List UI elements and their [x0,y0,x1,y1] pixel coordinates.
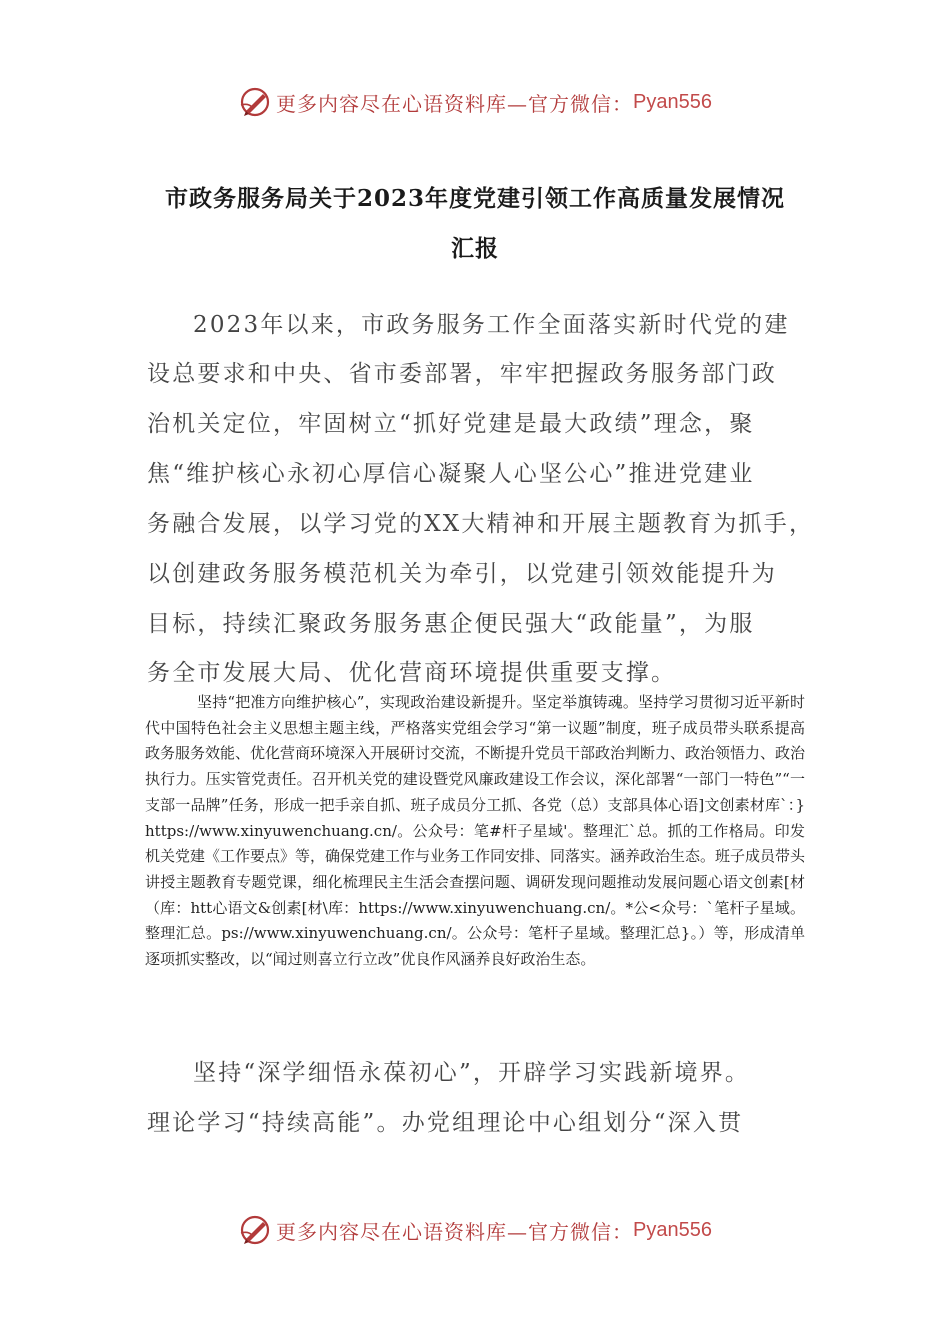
banner-wechat-id: Pyan556 [633,1218,712,1241]
footer-banner [0,1210,950,1250]
intro-line: 目标，持续汇聚政务服务惠企便民强大“政能量”，为服 [147,611,755,637]
pen-circle-logo-icon [238,85,272,119]
intro-line: 以创建政务服务模范机关为牵引，以党建引领效能提升为 [147,561,777,587]
closing-line: 理论学习“持续高能”。办党组理论中心组划分“深入贯 [147,1110,744,1136]
document-title-line-2: 汇报 [451,235,499,262]
banner-text: 更多内容尽在心语资料库—官方微信： [276,1219,634,1244]
intro-line: 务融合发展，以学习党的XX大精神和开展主题教育为抓手， [147,511,815,537]
intro-line: 焦“维护核心永初心厚信心凝聚人心坚公心”推进党建业 [147,461,755,487]
banner-text: 更多内容尽在心语资料库—官方微信： [276,91,634,116]
intro-line: 务全市发展大局、优化营商环境提供重要支撑。 [147,660,677,686]
document-title-line-1: 市政务服务局关于2023年度党建引领工作高质量发展情况 [164,185,785,212]
banner-wechat-id: Pyan556 [633,90,712,113]
intro-line: 治机关定位，牢固树立“抓好党建是最大政绩”理念，聚 [147,411,755,437]
closing-line: 坚持“深学细悟永葆初心”，开辟学习实践新境界。 [193,1060,751,1086]
political-building-paragraph: 坚持“把准方向维护核心”，实现政治建设新提升。坚定举旗铸魂。坚持学习贯彻习近平新时代中国特色社会主义思想主题主线，严格落实党组会学习“第一议题”制度，班子成员带头联系提高政务服务效能、优化营商环境深入开展研讨交流，不断提升党员干部政治判断力、政治领悟力、政治执行力。压实管党责任。召开机关党的建设暨党风廉政建设工作会议，深化部署“一部门一特色”“一支部一品牌”任务，形成一把手亲自抓、班子成员分工抓、各党（总）支部具体心语]文创素材库`：}https://www.xinyuwenchuang.cn/。公众号：笔#杆子星域'。整理汇`总。抓的工作格局。印发机关党建《工作要点》等，确保党建工作与业务工作同安排、同落实。涵养政治生态。班子成员带头讲授主题教育专题党课，细化梳理民主生活会查摆问题、调研发现问题推动发展问题心语文创素[材（库：htt心语文&创素[材\库：https://www.xinyuwenchuang.cn/。*公<众号：`笔杆子星域。整理汇总。ps://www.xinyuwenchuang.cn/。公众号：笔杆子星域。整理汇总}。）等，形成清单逐项抓实整改，以“闻过则喜立行立改”优良作风涵养良好政治生态。 [145,693,806,969]
pen-circle-logo-icon [238,1213,272,1247]
intro-line: 2023年以来，市政务服务工作全面落实新时代党的建 [193,312,790,338]
header-banner [0,82,950,122]
intro-line: 设总要求和中央、省市委部署，牢牢把握政务服务部门政 [147,361,777,387]
